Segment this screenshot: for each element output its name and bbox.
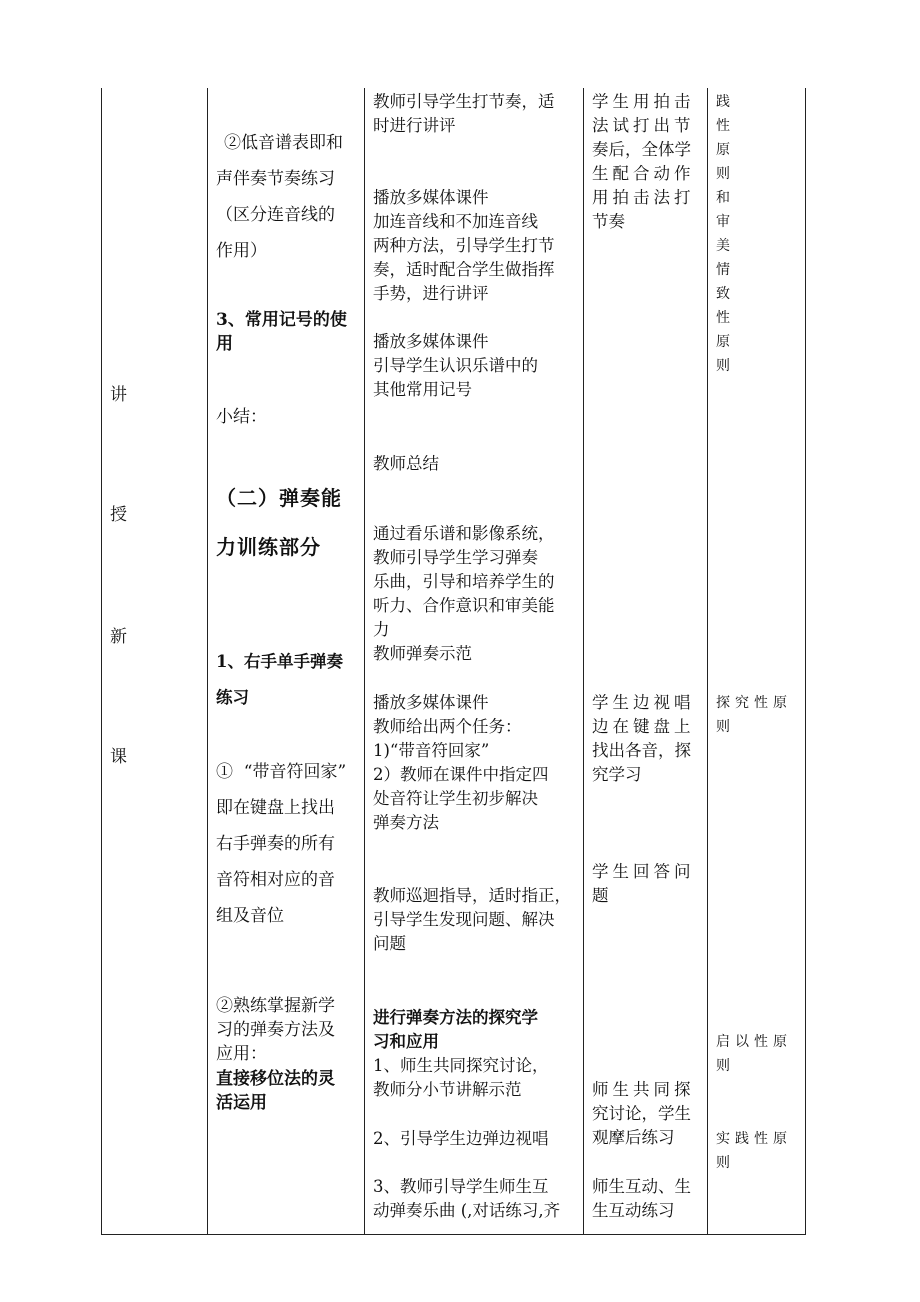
teacher-text-line: 加连音线和不加连音线 bbox=[373, 212, 538, 231]
note-home-item-line: 组及音位 bbox=[216, 906, 284, 926]
table-border-right bbox=[805, 88, 806, 1235]
stage-char: 讲 bbox=[110, 385, 127, 405]
teacher-text-line: 教师巡迴指导，适时指正， bbox=[373, 886, 571, 905]
teacher-text-line: 教师分小节讲解示范 bbox=[373, 1080, 522, 1099]
direct-shift-item-line: 活运用 bbox=[216, 1093, 267, 1113]
table-border-left bbox=[101, 88, 102, 1235]
teacher-text-line: 2）教师在课件中指定四 bbox=[373, 765, 549, 784]
section-heading-line: 力训练部分 bbox=[216, 535, 321, 559]
table-divider-1 bbox=[207, 88, 208, 1235]
principle-char: 原 bbox=[716, 334, 730, 350]
low-clef-item-line: （区分连音线的 bbox=[216, 205, 335, 225]
table-divider-3 bbox=[583, 88, 584, 1235]
principle-char: 情 bbox=[716, 262, 730, 278]
student-text-line: 生互动练习 bbox=[592, 1201, 675, 1220]
principle-char: 审 bbox=[716, 214, 730, 230]
direct-shift-item-line: 直接移位法的灵 bbox=[216, 1069, 335, 1089]
low-clef-item-line: 作用） bbox=[216, 241, 267, 261]
right-hand-item-line: 1、右手单手弹奏 bbox=[216, 652, 343, 671]
teacher-text-line: 播放多媒体课件 bbox=[373, 693, 489, 712]
teacher-text-line: 播放多媒体课件 bbox=[373, 332, 489, 351]
table-border-bottom bbox=[101, 1234, 806, 1235]
summary-label: 小结： bbox=[216, 407, 267, 427]
principle-text-line: 探究性原 bbox=[716, 695, 792, 711]
principle-char: 性 bbox=[716, 310, 730, 326]
teacher-text-line: 其他常用记号 bbox=[373, 380, 472, 399]
teacher-text-line: 问题 bbox=[373, 934, 406, 953]
principle-char: 和 bbox=[716, 190, 730, 206]
student-text-line: 边在键盘上 bbox=[592, 717, 695, 736]
teacher-text-line: 教师给出两个任务： bbox=[373, 717, 522, 736]
principle-char: 致 bbox=[716, 286, 730, 302]
principle-text-line: 实践性原 bbox=[716, 1131, 792, 1147]
teacher-text-line: 教师总结 bbox=[373, 454, 439, 473]
student-text-line: 找出各音，探 bbox=[592, 741, 691, 760]
student-text-line: 学生回答问 bbox=[592, 862, 695, 881]
teacher-text-line: 动弹奏乐曲 (,对话练习,齐 bbox=[373, 1201, 561, 1220]
principle-char: 则 bbox=[716, 358, 730, 374]
teacher-text-line: 引导学生认识乐谱中的 bbox=[373, 356, 538, 375]
teacher-bold-line: 习和应用 bbox=[373, 1032, 439, 1051]
student-text-line: 观摩后练习 bbox=[592, 1128, 675, 1147]
teacher-text-line: 通过看乐谱和影像系统， bbox=[373, 524, 555, 543]
teacher-text-line: 引导学生发现问题、解决 bbox=[373, 910, 555, 929]
teacher-bold-line: 进行弹奏方法的探究学 bbox=[373, 1008, 538, 1027]
student-text-line: 节奏 bbox=[592, 212, 625, 231]
teacher-text-line: 奏，适时配合学生做指挥 bbox=[373, 260, 555, 279]
principle-text-line: 则 bbox=[716, 1155, 730, 1171]
teacher-text-line: 乐曲，引导和培养学生的 bbox=[373, 572, 555, 591]
student-text-line: 用拍击法打 bbox=[592, 188, 695, 207]
student-text-line: 学生用拍击 bbox=[592, 92, 695, 111]
teacher-text-line: 两种方法，引导学生打节 bbox=[373, 236, 555, 255]
symbols-item-line: 用 bbox=[216, 334, 233, 354]
teacher-text-line: 力 bbox=[373, 620, 390, 639]
principle-char: 美 bbox=[716, 238, 730, 254]
student-text-line: 师生共同探 bbox=[592, 1080, 695, 1099]
stage-char: 授 bbox=[110, 505, 127, 525]
teacher-text-line: 1、师生共同探究讨论， bbox=[373, 1056, 549, 1075]
principle-text-line: 启以性原 bbox=[716, 1034, 792, 1050]
principle-char: 则 bbox=[716, 166, 730, 182]
master-item-line: 应用： bbox=[216, 1044, 267, 1064]
principle-text-line: 则 bbox=[716, 719, 730, 735]
student-text-line: 学生边视唱 bbox=[592, 693, 695, 712]
note-home-item-line: 即在键盘上找出 bbox=[216, 798, 335, 818]
teacher-text-line: 播放多媒体课件 bbox=[373, 188, 489, 207]
section-heading-line: （二）弹奏能 bbox=[216, 486, 342, 510]
principle-text-line: 则 bbox=[716, 1058, 730, 1074]
student-text-line: 究学习 bbox=[592, 765, 642, 784]
teacher-text-line: 处音符让学生初步解决 bbox=[373, 789, 538, 808]
note-home-item-line: 右手弹奏的所有 bbox=[216, 834, 335, 854]
teacher-text-line: 1)“带音符回家” bbox=[373, 741, 490, 760]
table-divider-4 bbox=[707, 88, 708, 1235]
note-home-item-line: 音符相对应的音 bbox=[216, 870, 335, 890]
teacher-text-line: 3、教师引导学生师生互 bbox=[373, 1177, 549, 1196]
student-text-line: 师生互动、生 bbox=[592, 1177, 691, 1196]
teacher-text-line: 教师弹奏示范 bbox=[373, 644, 472, 663]
teacher-text-line: 教师引导学生学习弹奏 bbox=[373, 548, 538, 567]
table-divider-2 bbox=[364, 88, 365, 1235]
stage-char: 课 bbox=[110, 747, 127, 767]
right-hand-item-line: 练习 bbox=[216, 688, 249, 707]
master-item-line: ②熟练掌握新学 bbox=[216, 996, 335, 1016]
low-clef-item-line: ②低音谱表即和 bbox=[224, 133, 343, 153]
student-text-line: 生配合动作 bbox=[592, 164, 695, 183]
student-text-line: 究讨论，学生 bbox=[592, 1104, 691, 1123]
teacher-text-line: 教师引导学生打节奏，适 bbox=[373, 92, 555, 111]
symbols-item-line: 3、常用记号的使 bbox=[216, 310, 347, 330]
student-text-line: 法试打出节 bbox=[592, 116, 695, 135]
teacher-text-line: 2、引导学生边弹边视唱 bbox=[373, 1129, 549, 1148]
stage-char: 新 bbox=[110, 627, 127, 647]
teacher-text-line: 弹奏方法 bbox=[373, 813, 439, 832]
teacher-text-line: 时进行讲评 bbox=[373, 116, 456, 135]
student-text-line: 奏后，全体学 bbox=[592, 140, 691, 159]
teacher-text-line: 听力、合作意识和审美能 bbox=[373, 596, 555, 615]
student-text-line: 题 bbox=[592, 886, 609, 905]
principle-char: 原 bbox=[716, 142, 730, 158]
principle-char: 性 bbox=[716, 118, 730, 134]
low-clef-item-line: 声伴奏节奏练习 bbox=[216, 169, 335, 189]
teacher-text-line: 手势，进行讲评 bbox=[373, 284, 489, 303]
note-home-item-line: ① “带音符回家” bbox=[216, 762, 347, 782]
master-item-line: 习的弹奏方法及 bbox=[216, 1020, 335, 1040]
principle-char: 践 bbox=[716, 94, 730, 110]
